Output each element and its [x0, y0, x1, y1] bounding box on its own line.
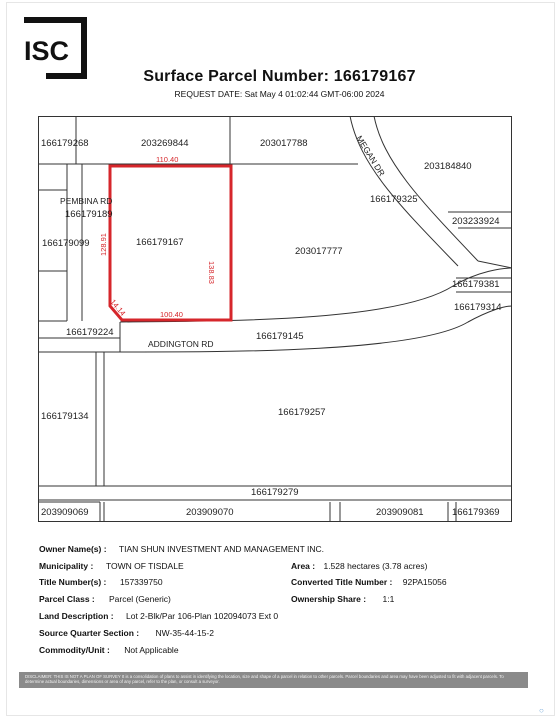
page-title: Surface Parcel Number: 166179167 — [143, 68, 416, 85]
parcel-label: 166179381 — [452, 279, 500, 290]
title-numbers-value: 157339750 — [120, 577, 163, 587]
parcel-class-row — [39, 594, 171, 604]
dimension-label: 138.83 — [207, 261, 216, 284]
commodity-value: Not Applicable — [124, 645, 179, 655]
street-label: ADDINGTON RD — [148, 339, 214, 349]
commodity-label: Commodity/Unit : — [39, 645, 110, 655]
page-corner-icon: ○ — [539, 706, 544, 715]
parcel-label: 203184840 — [424, 161, 472, 172]
area-row — [291, 561, 427, 571]
title-numbers-row — [39, 577, 163, 587]
parcel-label: 166179257 — [278, 407, 326, 418]
parcel-label: 203909070 — [186, 507, 234, 518]
street-label: PEMBINA RD — [60, 196, 113, 206]
parcel-label: 166179189 — [65, 209, 113, 220]
source-quarter-value: NW-35-44-15-2 — [155, 628, 214, 638]
title-numbers-label: Title Number(s) : — [39, 577, 107, 587]
dimension-label: 100.40 — [160, 310, 183, 319]
municipality-value: TOWN OF TISDALE — [106, 561, 184, 571]
disclaimer-banner: DISCLAIMER: THIS IS NOT A PLAN OF SURVEY It is a consolidation of plans to assist in identifying the location, size and shape of a parcel in relation to other parcels. Parcel boundaries and area may have been adjusted to fit with adjacent parcels. To determine actual boundaries, dimensions or area of any parcel, refer to the plan, or consult a surveyor. — [19, 672, 528, 688]
parcel-label: 166179325 — [370, 194, 418, 205]
parcel-label: 203909081 — [376, 507, 424, 518]
municipality-label: Municipality : — [39, 561, 94, 571]
converted-title-value: 92PA15056 — [402, 577, 447, 587]
parcel-label: 166179167 — [136, 237, 184, 248]
land-description-row — [39, 611, 278, 621]
dimension-label: 110.40 — [156, 155, 179, 164]
parcel-label: 203233924 — [452, 216, 500, 227]
ownership-share-label: Ownership Share : — [291, 594, 367, 604]
parcel-label: 166179314 — [454, 302, 502, 313]
source-quarter-label: Source Quarter Section : — [39, 628, 140, 638]
parcel-label: 203017777 — [295, 246, 343, 257]
converted-title-row — [291, 577, 447, 587]
owner-row — [39, 544, 324, 554]
parcel-label: 203017788 — [260, 138, 308, 149]
land-description-value: Lot 2-Blk/Par 106-Plan 102094073 Ext 0 — [126, 611, 279, 621]
owner-value: TIAN SHUN INVESTMENT AND MANAGEMENT INC. — [118, 544, 325, 554]
municipality-row — [39, 561, 184, 571]
parcel-label: 166179145 — [256, 331, 304, 342]
street-label: MEGAN DR — [354, 133, 388, 178]
parcel-label: 166179369 — [452, 507, 500, 518]
request-date: REQUEST DATE: Sat May 4 01:02:44 GMT-06:00 2024 — [174, 89, 385, 99]
ownership-share-row — [291, 594, 394, 604]
ownership-share-value: 1:1 — [382, 594, 395, 604]
parcel-label: 166179224 — [66, 327, 114, 338]
parcel-class-value: Parcel (Generic) — [109, 594, 171, 604]
logo-text: ISC — [24, 36, 70, 66]
parcel-class-label: Parcel Class : — [39, 594, 95, 604]
parcel-label: 166179279 — [251, 487, 299, 498]
parcel-label: 166179099 — [42, 238, 90, 249]
parcel-label: 203269844 — [141, 138, 189, 149]
source-quarter-row — [39, 628, 214, 638]
area-value: 1.528 hectares (3.78 acres) — [323, 561, 428, 571]
parcel-label: 166179268 — [41, 138, 89, 149]
owner-label: Owner Name(s) : — [39, 544, 107, 554]
land-description-label: Land Description : — [39, 611, 114, 621]
commodity-row — [39, 645, 179, 655]
parcel-label: 203909069 — [41, 507, 89, 518]
area-label: Area : — [291, 561, 316, 571]
parcel-label: 166179134 — [41, 411, 89, 422]
dimension-label: 14.14 — [108, 297, 128, 318]
converted-title-label: Converted Title Number : — [291, 577, 393, 587]
parcel-map — [38, 116, 512, 522]
dimension-label: 128.91 — [99, 233, 108, 256]
